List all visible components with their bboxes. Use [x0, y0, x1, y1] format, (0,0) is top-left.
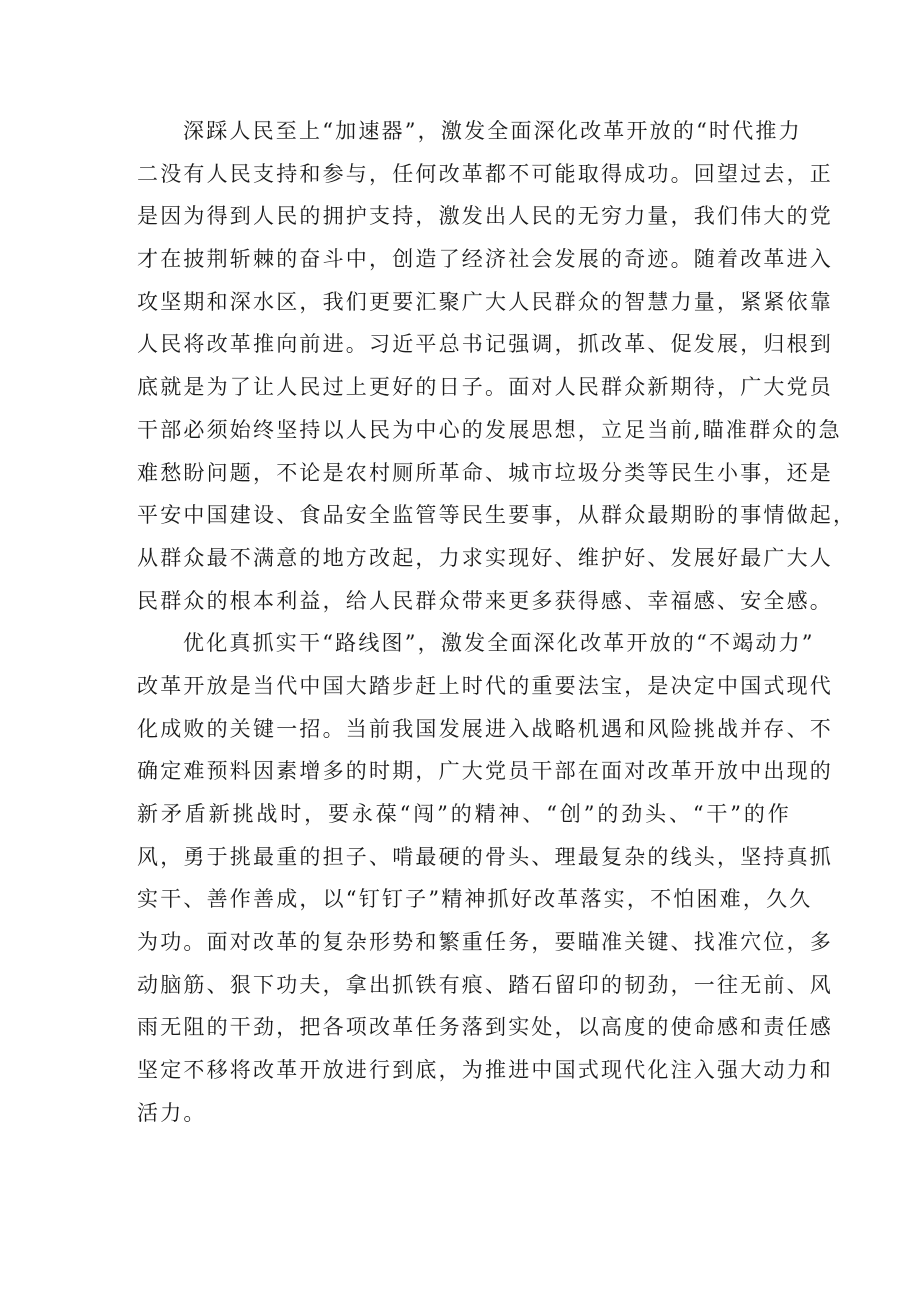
paragraph-line: 改革开放是当代中国大踏步赶上时代的重要法宝，是决定中国式现代: [137, 673, 833, 698]
paragraph-line: 为功。面对改革的复杂形势和繁重任务，要瞄准关键、找准穴位，多: [137, 930, 833, 955]
paragraph-line: 动脑筋、狠下功夫，拿出抓铁有痕、踏石留印的韧劲，一往无前、风: [137, 972, 833, 997]
paragraph-line: 干部必须始终坚持以人民为中心的发展思想，立足当前,瞄准群众的急: [137, 417, 842, 442]
paragraph-line: 风，勇于挑最重的担子、啃最硬的骨头、理最复杂的线头，坚持真抓: [137, 844, 833, 869]
paragraph-line: 雨无阻的干劲，把各项改革任务落到实处，以高度的使命感和责任感: [137, 1015, 833, 1040]
paragraph-line: 底就是为了让人民过上更好的日子。面对人民群众新期待，广大党员: [137, 375, 833, 400]
paragraph-line: 新矛盾新挑战时，要永葆“闯”的精神、“创”的劲头、“干”的作: [137, 802, 791, 826]
paragraph-line: 人民将改革推向前进。习近平总书记强调，抓改革、促发展，归根到: [137, 332, 833, 357]
paragraph-line: 平安中国建设、食品安全监管等民生要事，从群众最期盼的事情做起，: [137, 503, 857, 528]
paragraph-line: 攻坚期和深水区，我们更要汇聚广大人民群众的智慧力量，紧紧依靠: [137, 289, 833, 314]
paragraph-line: 实干、善作善成，以“钉钉子”精神抓好改革落实，不怕困难，久久: [137, 887, 813, 912]
article-body: [137, 110, 857, 1135]
paragraph-line: 坚定不移将改革开放进行到底，为推进中国式现代化注入强大动力和: [137, 1058, 833, 1083]
paragraph-line: 是因为得到人民的拥护支持，激发出人民的无穷力量，我们伟大的党: [137, 204, 833, 229]
paragraph-line: 才在披荆斩棘的奋斗中，创造了经济社会发展的奇迹。随着改革进入: [137, 247, 833, 272]
paragraph-line: 民群众的根本利益，给人民群众带来更多获得感、幸福感、安全感。: [137, 588, 833, 613]
paragraph-line: 化成败的关键一招。当前我国发展进入战略机遇和风险挑战并存、不: [137, 716, 833, 741]
paragraph-line: 难愁盼问题，不论是农村厕所革命、城市垃圾分类等民生小事，还是: [137, 460, 833, 485]
paragraph-line: 深踩人民至上“加速器”，激发全面深化改革开放的“时代推力: [183, 119, 802, 143]
paragraph-line: 活力。: [137, 1100, 207, 1125]
paragraph-line: 优化真抓实干“路线图”，激发全面深化改革开放的“不竭动力”: [183, 631, 815, 656]
paragraph-line: 二没有人民支持和参与，任何改革都不可能取得成功。回望过去，正: [137, 161, 833, 186]
paragraph-roadmap: [137, 622, 833, 1134]
paragraph-line: 从群众最不满意的地方改起，力求实现好、维护好、发展好最广大人: [137, 545, 833, 570]
paragraph-people-first: [137, 110, 857, 622]
paragraph-line: 确定难预料因素增多的时期，广大党员干部在面对改革开放中出现的: [137, 759, 833, 784]
